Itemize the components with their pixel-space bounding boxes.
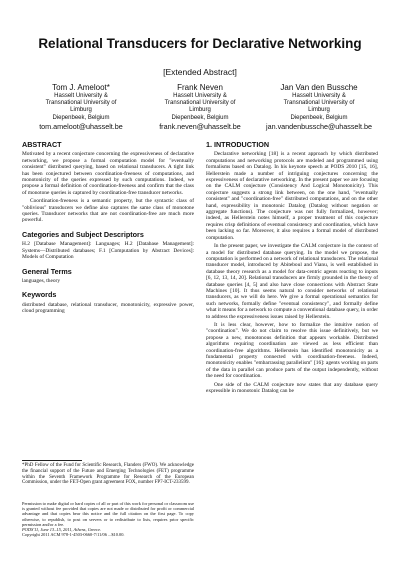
author-name: Tom J. Ameloot* [52, 83, 110, 92]
author-list [22, 83, 378, 131]
author-affiliation: Transnational University of [164, 100, 236, 107]
permission-block [22, 501, 194, 537]
footnote-rule [22, 460, 82, 461]
author-city: Diepenbeek, Belgium [52, 114, 110, 121]
intro-paragraph: One side of the CALM conjecture now states that any database query expressible in monotonic Datalog can be [206, 381, 378, 395]
categories-heading: Categories and Subject Descriptors [22, 229, 144, 239]
author-name: Frank Neven [177, 83, 223, 92]
abstract-paragraph: Motivated by a recent conjecture concerning the expressiveness of declarative networking, we propose a formal computation model for "eventually consistent" distributed querying, based on relational transducers. A tight link has been conjectured between coordination-freeness of computations, and monotonicity of the queries expressed by such computations. Indeed, we propose a formal definition of coordination-freeness and confirm that the class of monotone queries is captured by coordination-free transducer networks. [22, 151, 194, 196]
author-email: tom.ameloot@uhasselt.be [39, 121, 123, 131]
categories-text: H.2 [Database Management]: Languages; H.2 [Database Management]: Systems—Distributed databases; F.1 [Computation by Abstract Devices]: Models of Computation [22, 241, 194, 261]
author-affiliation: Hasselt University & [54, 93, 108, 99]
author-city: Diepenbeek, Belgium [171, 114, 229, 121]
author-email: jan.vandenbussche@uhasselt.be [266, 121, 372, 131]
intro-paragraph: It is less clear, however, how to formalize the intuitive notion of "coordination". We do not claim to resolve this issue definitively, but we propose a new, monotonous definition that appears workable. Distributed algorithms requiring coordination are viewed as less efficient than coordination-free algorithms. Hellerstein has identified monotonicity as a fundamental property connected with coordination-freeness. Indeed, monotonicity enables "embarrassing parallelism" [16]: agents working on parts of the data in parallel can produce parts of the output independently, without the need for coordination. [206, 321, 378, 380]
author-block [260, 83, 378, 131]
intro-paragraph: In the present paper, we investigate the CALM conjecture in the context of a model for distributed database querying. In the model we propose, the computation is performed on a network of relational transducers. The relational transducer model, introduced by Abiteboul and Vianu, is well established in database theory research as a model for data-centric agents reacting to inputs [6, 12, 13, 14, 20]. Relational transducers are firmly grounded in the theory of database queries [4, 5] and also have close connections with Abstract State Machines [10]. It thus seems natural to consider networks of relational transducers, as we will do here. We give a formal operational semantics for such networks, formally define "eventual consistency", and formally define what it means for a network to compute a conventional database query, in order to address the expressiveness issues raised by Hellerstein. [206, 243, 378, 320]
copyright-line: Copyright 2011 ACM 978-1-4503-0660-7/11/06 ...$10.00. [22, 532, 125, 538]
author-affiliation: Limburg [70, 107, 92, 114]
paper-subtitle: [Extended Abstract] [163, 67, 237, 77]
intro-paragraph: Declarative networking [18] is a recent approach by which distributed computations and networking protocols are modeled and programmed using formalisms based on Datalog. In his keynote speech at PODS 2010 [15, 16], Hellerstein made a number of intriguing conjectures concerning the expressiveness of declarative networking. In the present paper we are focusing on the CALM conjecture (Consistency And Logical Monotonicity). This conjecture suggests a strong link between, on the one hand, "eventually consistent" and "coordination-free" distributed computations, and on the other hand, expressibility in monotonic Datalog (Datalog without negation or aggregate functions). The conjecture was not fully formalized, however; indeed, as Hellerstein notes himself, a proper treatment of this conjecture requires crisp definitions of eventual consistency and coordination, which have been lacking so far. Moreover, it also requires a formal model of distributed computation. [206, 151, 378, 241]
author-block [141, 83, 259, 131]
introduction-heading: 1. INTRODUCTION [206, 140, 270, 149]
author-name: Jan Van den Bussche [280, 83, 358, 92]
keywords-text: distributed database, relational transducer, monotonicity, expressive power, cloud programming [22, 301, 194, 315]
author-affiliation: Hasselt University & [292, 93, 346, 99]
author-affiliation: Hasselt University & [173, 93, 227, 99]
abstract-paragraph: Coordination-freeness is a semantic property, but the syntactic class of "oblivious" transducers we define also captures the same class of monotone queries. Transducer networks that are not coordination-free are much more powerful. [22, 198, 194, 224]
author-email: frank.neven@uhasselt.be [159, 121, 241, 131]
author-affiliation: Limburg [189, 107, 211, 114]
author-affiliation: Limburg [308, 107, 330, 114]
keywords-heading: Keywords [22, 290, 57, 300]
paper-title: Relational Transducers for Declarative Networking [38, 36, 362, 51]
author-block [22, 83, 140, 131]
left-column [22, 142, 194, 317]
venue-line: PODS'11, June 13–15, 2011, Athens, Greece. [22, 527, 102, 533]
author-city: Diepenbeek, Belgium [290, 114, 348, 121]
footnote: *PhD Fellow of the Fund for Scientific Research, Flanders (FWO). We acknowledge the financial support of the Future and Emerging Technologies (FET) programme within the Seventh Framework Programme for Research of the European Commission, under the FET-Open grant agreement FOX, number FP7-ICT-233599. [22, 463, 194, 486]
abstract-heading: ABSTRACT [22, 140, 62, 149]
general-terms-heading: General Terms [22, 266, 72, 276]
author-affiliation: Transnational University of [283, 100, 355, 107]
permission-text: Permission to make digital or hard copies of all or part of this work for personal or classroom use is granted without fee provided that copies are not made or distributed for profit or commercial advantage and that copies bear this notice and the full citation on the first page. To copy otherwise, to republish, to post on servers or to redistribute to lists, requires prior specific permission and/or a fee. [22, 501, 194, 527]
general-terms-text: languages, theory [22, 277, 61, 284]
right-column [206, 142, 378, 396]
author-affiliation: Transnational University of [45, 100, 117, 107]
